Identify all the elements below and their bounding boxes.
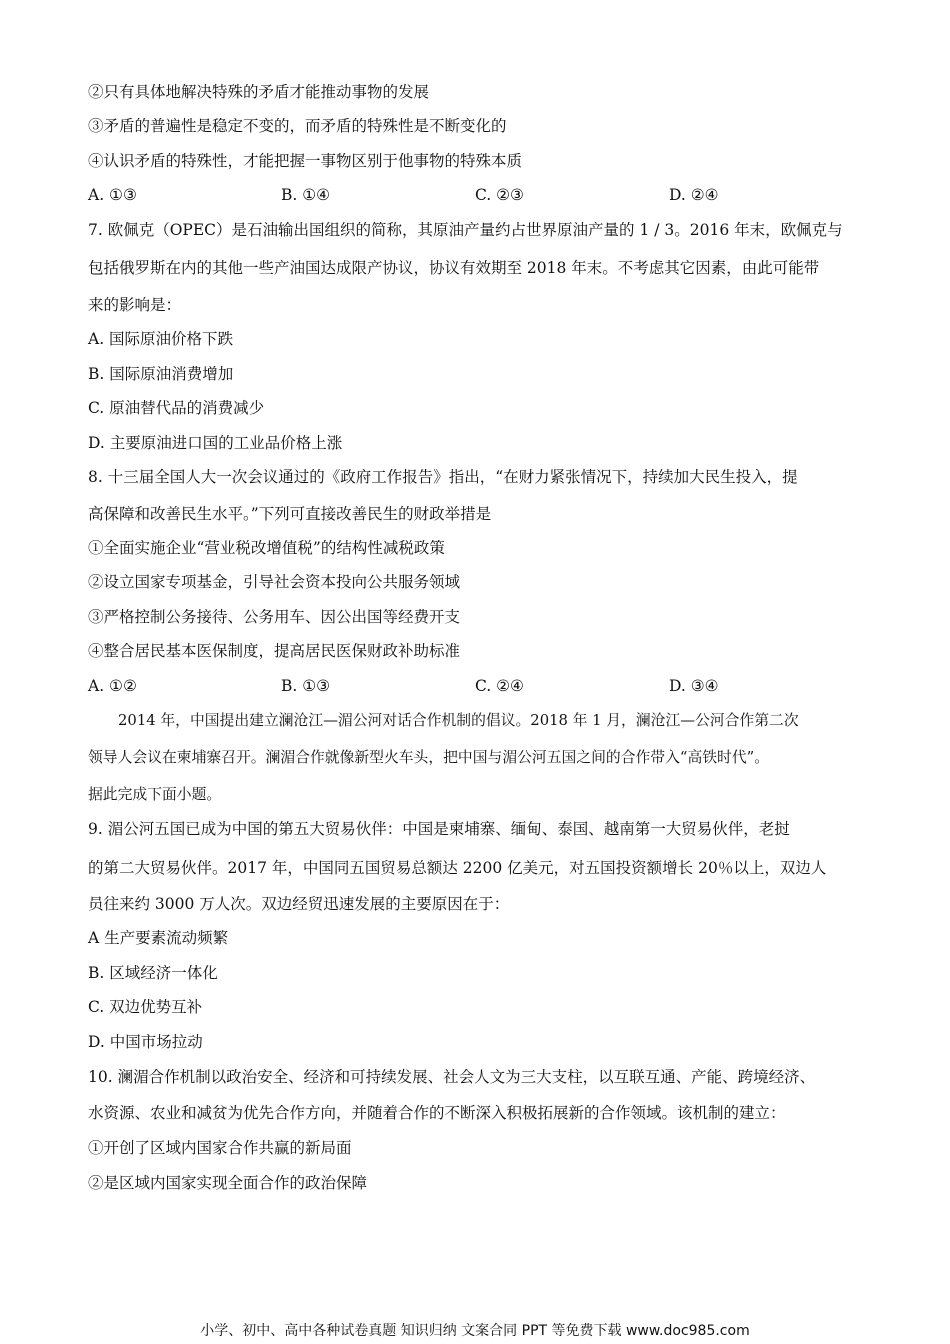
q8-statement-1: ①全面实施企业“营业税改增值税”的结构性减税政策 bbox=[88, 539, 445, 557]
passage-line-2: 领导人会议在柬埔寨召开。澜湄合作就像新型火车头，把中国与湄公河五国之间的合作带入“高铁时代”。 bbox=[88, 749, 769, 766]
q9-stem-line-1: 9. 湄公河五国已成为中国的第五大贸易伙伴：中国是柬埔寨、缅甸、泰国、越南第一大贸易伙伴，老挝 bbox=[88, 820, 790, 838]
q10-stem-line-1: 10. 澜湄合作机制以政治安全、经济和可持续发展、社会人文为三大支柱，以互联互通、产能、跨境经济、 bbox=[88, 1068, 816, 1086]
q9-option-a: A 生产要素流动频繁 bbox=[88, 929, 229, 947]
q6-option-b: B. ①④ bbox=[281, 186, 331, 204]
q8-option-a: A. ①② bbox=[88, 677, 137, 695]
q9-option-b: B. 区域经济一体化 bbox=[88, 964, 218, 982]
q10-stem-line-2: 水资源、农业和减贫为优先合作方向，并随着合作的不断深入积极拓展新的合作领域。该机制的建立： bbox=[88, 1104, 786, 1122]
passage-line-1: 2014 年，中国提出建立澜沧江—湄公河对话合作机制的倡议。2018 年 1 月，澜沧江—公河合作第二次 bbox=[118, 712, 799, 729]
passage-line-3: 据此完成下面小题。 bbox=[88, 786, 222, 803]
q7-option-a: A. 国际原油价格下跌 bbox=[88, 330, 234, 348]
q8-statement-3: ③严格控制公务接待、公务用车、因公出国等经费开支 bbox=[88, 608, 461, 626]
q8-statement-2: ②设立国家专项基金，引导社会资本投向公共服务领域 bbox=[88, 573, 461, 591]
q6-statement-2: ②只有具体地解决特殊的矛盾才能推动事物的发展 bbox=[88, 83, 430, 101]
q6-option-a: A. ①③ bbox=[88, 186, 137, 204]
q6-option-c: C. ②③ bbox=[475, 186, 524, 204]
q7-option-c: C. 原油替代品的消费减少 bbox=[88, 399, 265, 417]
q8-statement-4: ④整合居民基本医保制度，提高居民医保财政补助标准 bbox=[88, 642, 461, 660]
q7-option-b: B. 国际原油消费增加 bbox=[88, 365, 234, 383]
q9-option-c: C. 双边优势互补 bbox=[88, 998, 203, 1016]
q8-option-d: D. ③④ bbox=[669, 677, 719, 695]
q9-option-d: D. 中国市场拉动 bbox=[88, 1033, 203, 1051]
q6-statement-4: ④认识矛盾的特殊性，才能把握一事物区别于他事物的特殊本质 bbox=[88, 152, 523, 170]
q7-stem-line-1: 7. 欧佩克（OPEC）是石油输出国组织的简称，其原油产量约占世界原油产量的 1 / 3。2016 年末，欧佩克与 bbox=[88, 221, 843, 239]
q6-option-d: D. ②④ bbox=[669, 186, 719, 204]
q9-stem-line-3: 员往来约 3000 万人次。双边经贸迅速发展的主要原因在于： bbox=[88, 895, 510, 913]
q7-stem-line-3: 来的影响是： bbox=[88, 296, 182, 314]
q8-stem-line-2: 高保障和改善民生水平。”下列可直接改善民生的财政举措是 bbox=[88, 505, 492, 523]
q10-statement-1: ①开创了区域内国家合作共赢的新局面 bbox=[88, 1139, 352, 1157]
q9-stem-line-2: 的第二大贸易伙伴。2017 年，中国同五国贸易总额达 2200 亿美元，对五国投资额增长 20％以上，双边人 bbox=[88, 859, 827, 877]
q8-option-b: B. ①③ bbox=[281, 677, 331, 695]
q7-option-d: D. 主要原油进口国的工业品价格上涨 bbox=[88, 434, 343, 452]
page-footer: 小学、初中、高中各种试卷真题 知识归纳 文案合同 PPT 等免费下载 www.doc985.com bbox=[200, 1323, 750, 1339]
q10-statement-2: ②是区域内国家实现全面合作的政治保障 bbox=[88, 1174, 368, 1192]
q8-stem-line-1: 8. 十三届全国人大一次会议通过的《政府工作报告》指出，“在财力紧张情况下，持续加大民生投入，提 bbox=[88, 468, 798, 486]
q6-statement-3: ③矛盾的普遍性是稳定不变的，而矛盾的特殊性是不断变化的 bbox=[88, 117, 507, 135]
q7-stem-line-2: 包括俄罗斯在内的其他一些产油国达成限产协议，协议有效期至 2018 年末。不考虑其它因素，由此可能带 bbox=[88, 259, 820, 277]
q8-option-c: C. ②④ bbox=[475, 677, 524, 695]
